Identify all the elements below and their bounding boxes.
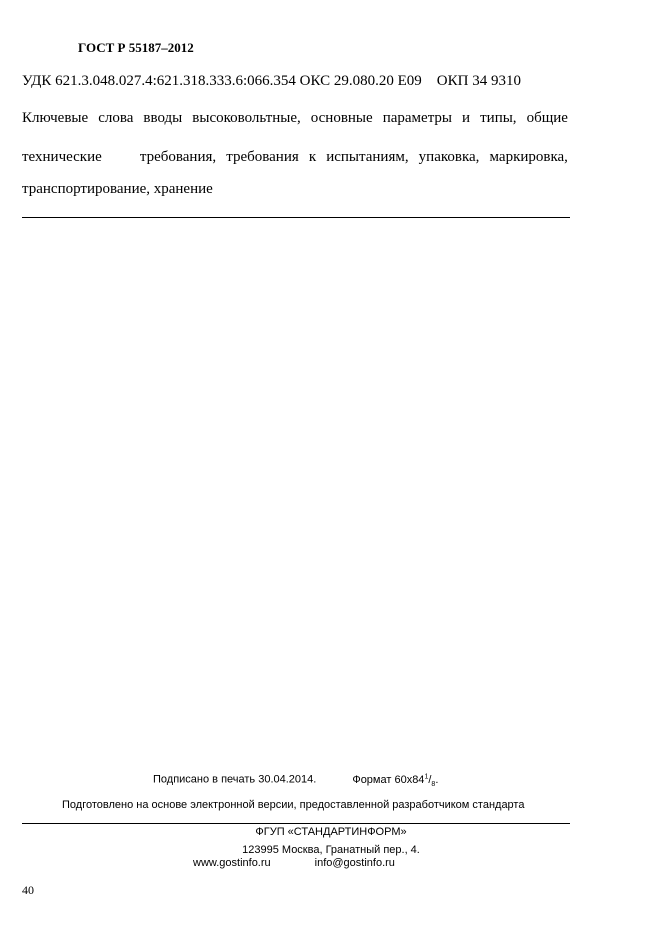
imprint-divider (22, 823, 570, 824)
keyword-word: общие (526, 110, 568, 126)
keyword-word: и (462, 110, 471, 126)
prepared-note: Подготовлено на основе электронной версии, предоставленной разработчиком стандарта (62, 799, 525, 811)
keyword-word: испытаниям, (326, 149, 409, 165)
keywords-line-3: транспортирование, хранение (22, 181, 213, 197)
signed-date: Подписано в печать 30.04.2014. (153, 773, 317, 786)
publisher-address: 123995 Москва, Гранатный пер., 4. (242, 844, 420, 856)
section-divider (22, 217, 570, 218)
keyword-word: упаковка, (418, 149, 480, 165)
keyword-word: параметры (382, 110, 453, 126)
keywords-line-2 (22, 149, 568, 166)
keyword-word: вводы (143, 110, 183, 126)
keyword-word: требования (226, 149, 299, 165)
page-number: 40 (22, 883, 34, 897)
format-label: Формат 60x84 (352, 773, 425, 786)
paper-format: Формат $60x84^1/_8$. (352, 773, 439, 788)
keyword-word: маркировка, (489, 149, 568, 165)
keyword-word: технические (22, 149, 102, 165)
email-link[interactable]: info@gostinfo.ru (314, 857, 395, 869)
keyword-word: типы, (480, 110, 517, 126)
keyword-word: Ключевые (22, 110, 89, 126)
keyword-word: высоковольтные, (192, 110, 301, 126)
format-tail: . (435, 773, 439, 786)
website-link[interactable]: www.gostinfo.ru (193, 857, 271, 869)
document-header: ГОСТ Р 55187–2012 (78, 40, 194, 55)
signed-for-print (153, 773, 438, 788)
keyword-word: основные (310, 110, 373, 126)
publisher-contacts (193, 857, 395, 869)
keyword-word: требования, (139, 149, 217, 165)
keywords-line-1 (22, 110, 568, 127)
publisher-name: ФГУП «СТАНДАРТИНФОРМ» (255, 826, 407, 838)
classification-codes: УДК 621.3.048.027.4:621.318.333.6:066.354 ОКС 29.080.20 Е09 ОКП 34 9310 (22, 73, 521, 89)
keyword-word: слова (98, 110, 134, 126)
format-numerator: 1 (424, 773, 429, 780)
keyword-word: к (308, 149, 317, 165)
format-denominator: 8 (431, 780, 436, 788)
